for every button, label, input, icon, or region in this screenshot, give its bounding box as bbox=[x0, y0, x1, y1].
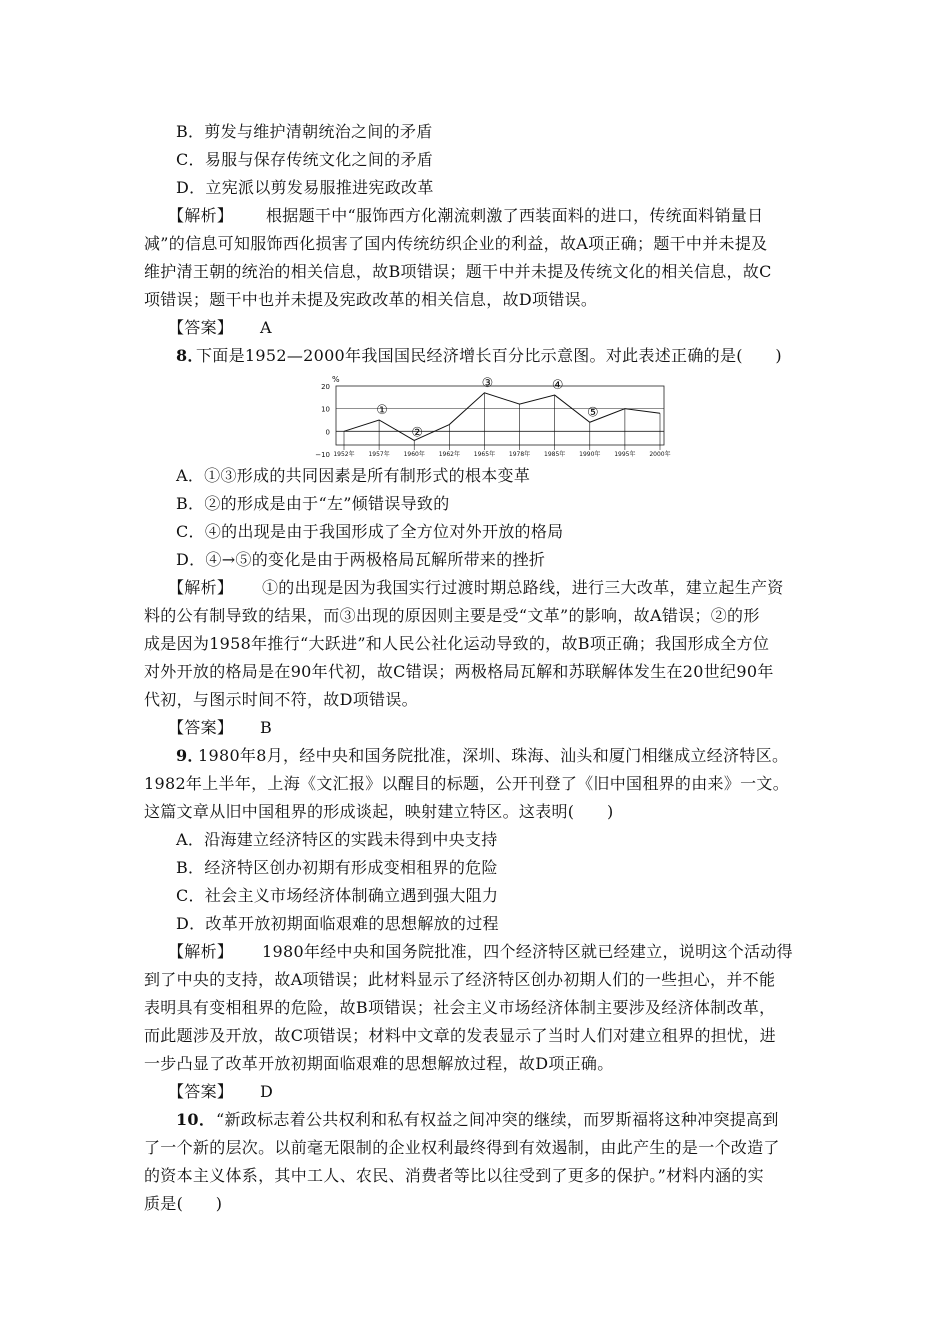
x-tick-label: 1957年 bbox=[368, 451, 390, 458]
q7-analysis-line: 项错误；题干中也并未提及宪政改革的相关信息，故D项错误。 bbox=[144, 290, 598, 309]
chart-marker-label: ① bbox=[376, 403, 388, 418]
x-tick-label: 1952年 bbox=[333, 451, 355, 458]
x-tick-label: 1960年 bbox=[403, 451, 425, 458]
q8-option-a: A．①③形成的共同因素是所有制形式的根本变革 bbox=[176, 466, 531, 485]
q8-analysis-tag: 【解析】 bbox=[168, 578, 234, 597]
q9-analysis-line: 而此题涉及开放，故C项错误；材料中文章的发表显示了当时人们对建立租界的担忧，进 bbox=[144, 1026, 776, 1045]
q9-stem-line: 1982年上半年，上海《文汇报》以醒目的标题，公开刊登了《旧中国租界的由来》一文。 bbox=[144, 774, 790, 793]
q8-option-b: B．②的形成是由于“左”倾错误导致的 bbox=[176, 494, 450, 513]
q9-option-c: C．社会主义市场经济体制确立遇到强大阻力 bbox=[176, 886, 499, 905]
q9-stem-line: 1980年8月，经中央和国务院批准，深圳、珠海、汕头和厦门相继成立经济特区。 bbox=[198, 746, 789, 765]
y-axis-label: % bbox=[332, 375, 340, 384]
q8-stem: 下面是1952—2000年我国国民经济增长百分比示意图。对此表述正确的是( ) bbox=[196, 346, 782, 365]
q8-option-d: D．④→⑤的变化是由于两极格局瓦解所带来的挫折 bbox=[176, 550, 546, 569]
q10-stem-line: “新政标志着公共权利和私有权益之间冲突的继续，而罗斯福将这种冲突提高到 bbox=[216, 1110, 779, 1129]
q9-stem-line: 这篇文章从旧中国租界的形成谈起，映射建立特区。这表明( ) bbox=[144, 802, 614, 821]
q9-answer: D bbox=[260, 1082, 274, 1101]
q9-analysis-line: 1980年经中央和国务院批准，四个经济特区就已经建立，说明这个活动得 bbox=[262, 942, 793, 961]
q8-number: 8． bbox=[176, 346, 204, 365]
q7-answer: A bbox=[260, 318, 272, 337]
q9-number: 9． bbox=[176, 746, 204, 765]
x-tick-label: 1995年 bbox=[614, 451, 636, 458]
q7-analysis-line: 根据题干中“服饰西方化潮流刺激了西装面料的进口，传统面料销量日 bbox=[266, 206, 764, 225]
y-tick-label: −10 bbox=[315, 451, 330, 459]
x-tick-label: 2000年 bbox=[649, 451, 671, 458]
x-tick-label: 1985年 bbox=[544, 451, 566, 458]
y-tick-label: 10 bbox=[321, 405, 330, 414]
y-tick-label: 0 bbox=[325, 428, 330, 437]
q7-option-b: B．剪发与维护清朝统治之间的矛盾 bbox=[176, 122, 433, 141]
q9-analysis-line: 表明具有变相租界的危险，故B项错误；社会主义市场经济体制主要涉及经济体制改革， bbox=[144, 998, 776, 1017]
q10-stem-line: 的资本主义体系，其中工人、农民、消费者等比以往受到了更多的保护。”材料内涵的实 bbox=[144, 1166, 764, 1185]
chart-marker-label: ② bbox=[411, 425, 424, 441]
q10-stem-line: 质是( ) bbox=[144, 1194, 223, 1213]
x-tick-label: 1990年 bbox=[579, 451, 601, 458]
q9-analysis-tag: 【解析】 bbox=[168, 942, 234, 961]
q8-analysis-line: ①的出现是因为我国实行过渡时期总路线，进行三大改革，建立起生产资 bbox=[262, 578, 784, 597]
q9-analysis-line: 一步凸显了改革开放初期面临艰难的思想解放过程，故D项正确。 bbox=[144, 1054, 614, 1073]
q7-option-c: C．易服与保存传统文化之间的矛盾 bbox=[176, 150, 434, 169]
q9-analysis-line: 到了中央的支持，故A项错误；此材料显示了经济特区创办初期人们的一些担心，并不能 bbox=[144, 970, 776, 989]
q9-option-d: D．改革开放初期面临艰难的思想解放的过程 bbox=[176, 914, 499, 933]
q10-stem-line: 了一个新的层次。以前毫无限制的企业权利最终得到有效遏制，由此产生的是一个改造了 bbox=[144, 1138, 780, 1157]
q7-analysis-line: 减”的信息可知服饰西化损害了国内传统纺织企业的利益，故A项正确；题干中并未提及 bbox=[144, 234, 768, 253]
q7-option-d: D．立宪派以剪发易服推进宪政改革 bbox=[176, 178, 434, 197]
chart-series bbox=[344, 393, 660, 446]
q8-analysis-line: 成是因为1958年推行“大跃进”和人民公社化运动导致的，故B项正确；我国形成全方位 bbox=[144, 634, 770, 653]
x-tick-label: 1962年 bbox=[438, 451, 460, 458]
q9-answer-tag: 【答案】 bbox=[168, 1082, 234, 1101]
q8-answer-tag: 【答案】 bbox=[168, 718, 234, 737]
y-tick-label: 20 bbox=[321, 383, 330, 391]
q7-answer-tag: 【答案】 bbox=[168, 318, 234, 337]
q8-option-c: C．④的出现是由于我国形成了全方位对外开放的格局 bbox=[176, 522, 564, 541]
chart-marker-label: ④ bbox=[551, 378, 564, 394]
x-tick-label: 1978年 bbox=[508, 451, 531, 458]
series-line bbox=[344, 393, 660, 441]
chart-markers bbox=[376, 376, 598, 441]
q9-option-a: A．沿海建立经济特区的实践未得到中央支持 bbox=[176, 830, 498, 849]
q9-option-b: B．经济特区创办初期有形成变相租界的危险 bbox=[176, 858, 498, 877]
q8-answer: B bbox=[260, 718, 273, 737]
x-tick-label: 1965年 bbox=[473, 451, 496, 458]
q8-analysis-line: 代初，与图示时间不符，故D项错误。 bbox=[144, 690, 418, 709]
q7-analysis-tag: 【解析】 bbox=[168, 206, 234, 225]
growth-line-chart bbox=[315, 374, 671, 460]
q8-analysis-line: 对外开放的格局是在90年代初，故C错误；两极格局瓦解和苏联解体发生在20世纪90年 bbox=[144, 662, 774, 681]
q7-analysis-line: 维护清王朝的统治的相关信息，故B项错误；题干中并未提及传统文化的相关信息，故C bbox=[144, 262, 772, 281]
q8-analysis-line: 料的公有制导致的结果，而③出现的原因则主要是受“文革”的影响，故A错误；②的形 bbox=[144, 606, 760, 625]
chart-marker-label: ③ bbox=[481, 375, 494, 391]
q10-number: 10． bbox=[176, 1110, 216, 1129]
chart-marker-label: ⑤ bbox=[586, 405, 599, 421]
